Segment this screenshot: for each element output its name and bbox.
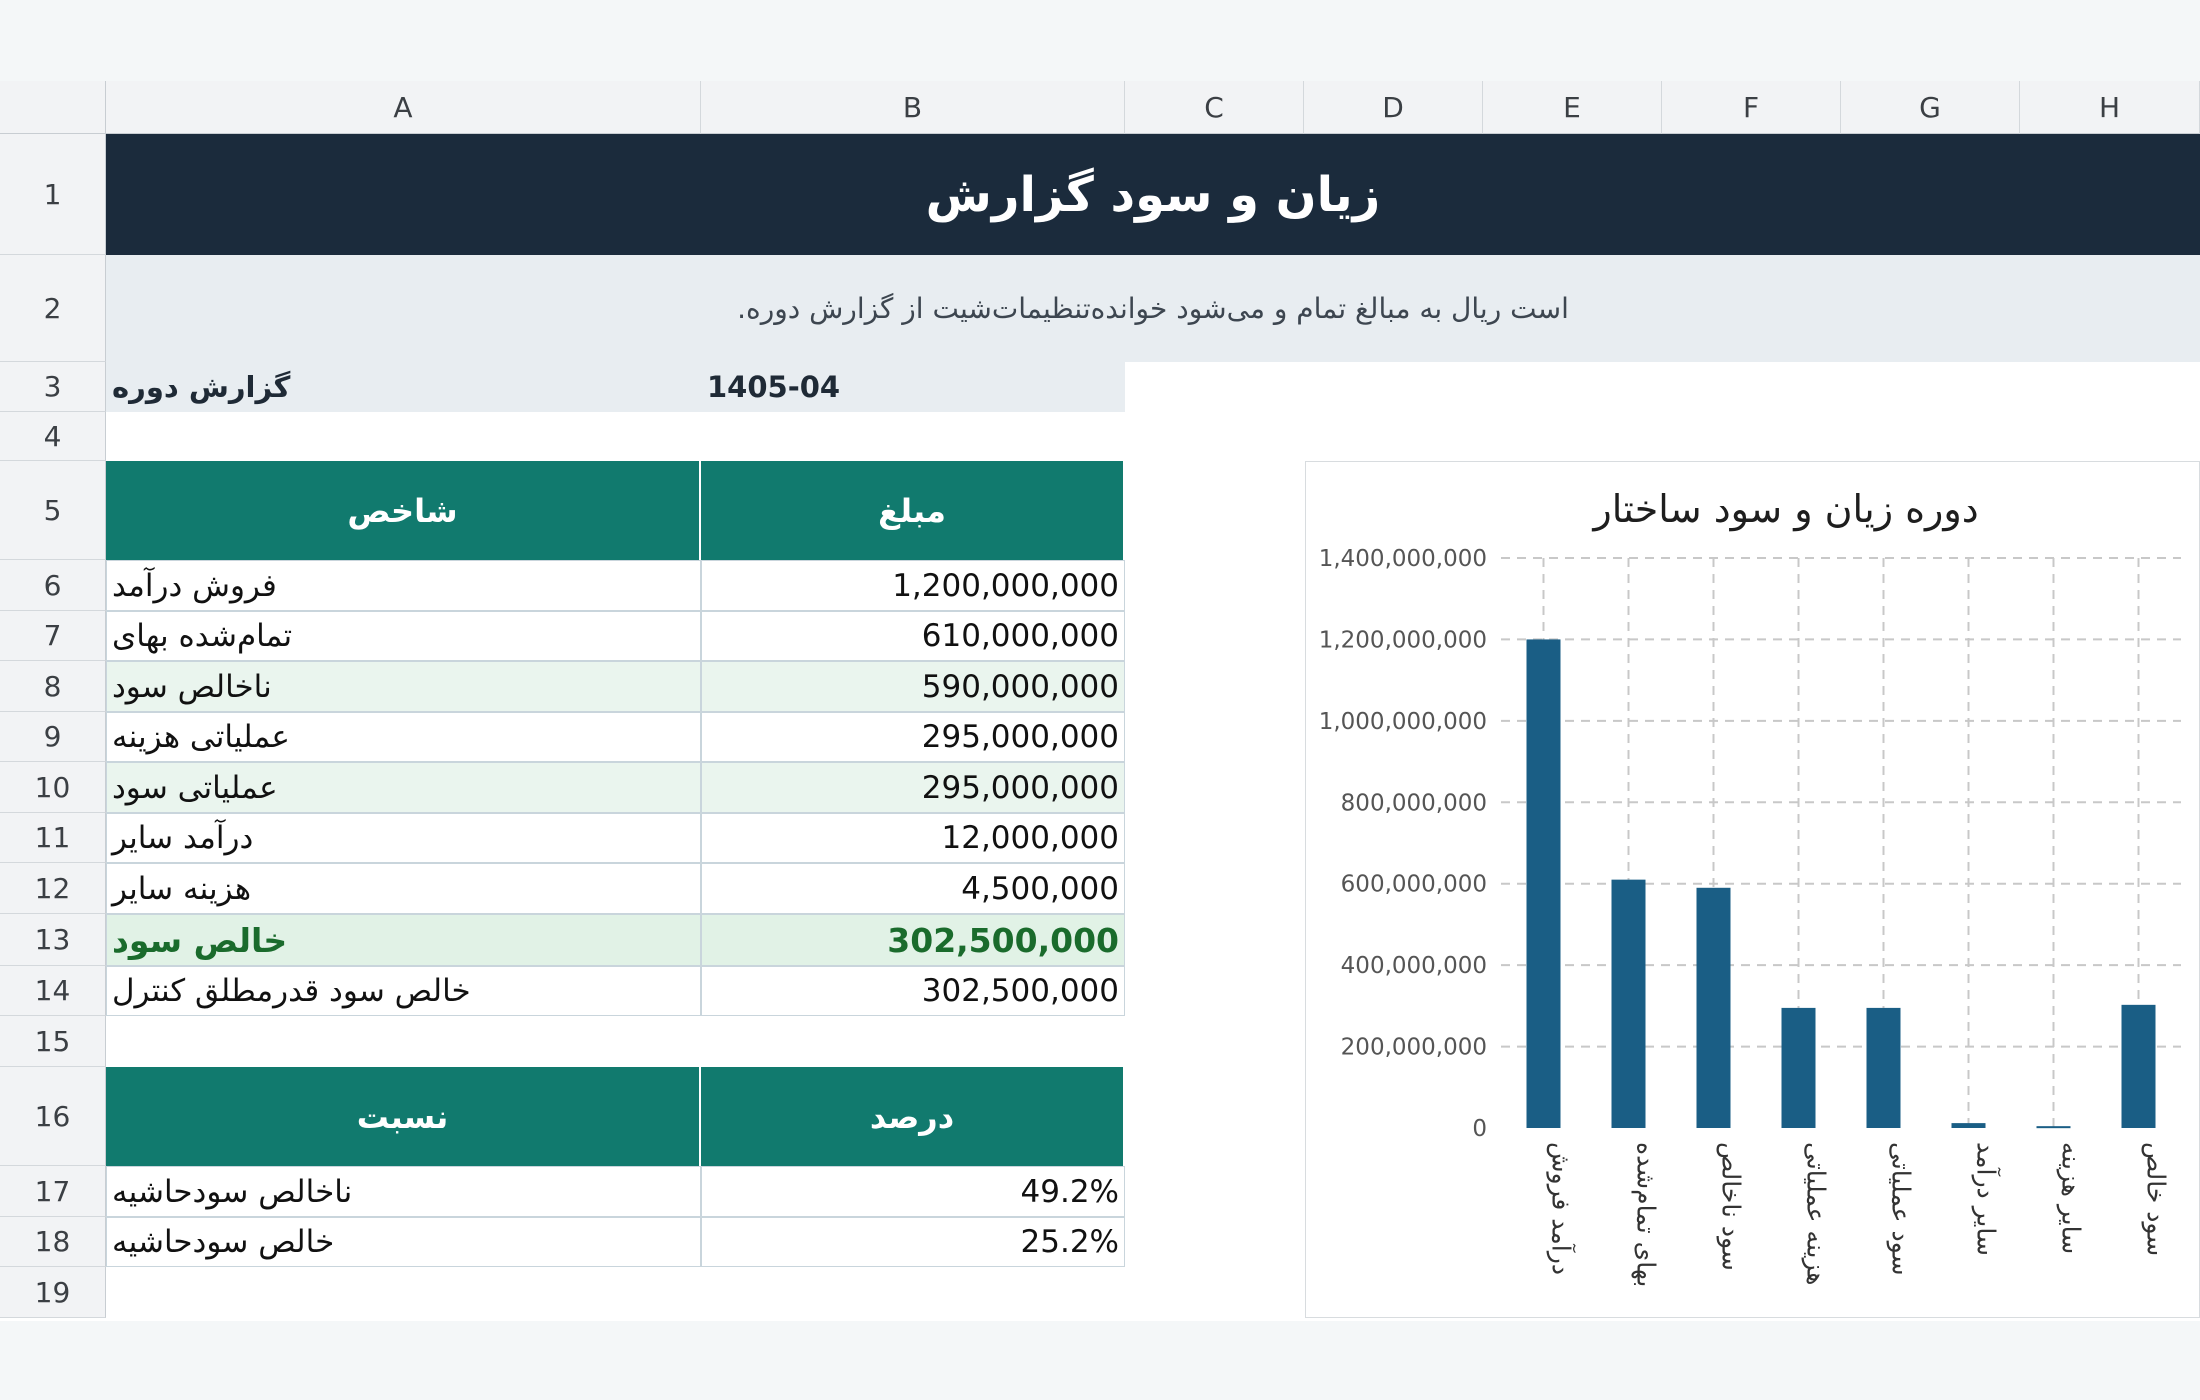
chart-x-tick: درآمد فروش <box>1546 1142 1576 1275</box>
row-header-8[interactable]: 8 <box>0 661 106 712</box>
column-header-b[interactable]: B <box>701 81 1125 134</box>
row-header-6[interactable]: 6 <box>0 560 106 611</box>
column-header-h[interactable]: H <box>2020 81 2200 134</box>
pl-label-cell[interactable]: تمام‌شده بهای <box>106 611 701 661</box>
column-header-d[interactable]: D <box>1304 81 1483 134</box>
pl-value-cell[interactable]: 302,500,000 <box>701 914 1125 966</box>
chart-y-tick: 0 <box>1472 1116 1487 1142</box>
pl-value-cell[interactable]: 590,000,000 <box>701 661 1125 712</box>
pl-value-cell[interactable]: 302,500,000 <box>701 966 1125 1016</box>
chart-x-tick: بهای تمام‌شده <box>1631 1142 1661 1288</box>
chart-bar[interactable] <box>2037 1126 2071 1128</box>
pl-header-metric[interactable]: شاخص <box>106 461 701 560</box>
chart-bar[interactable] <box>1612 880 1646 1128</box>
row-header-13[interactable]: 13 <box>0 914 106 966</box>
profit-loss-chart[interactable] <box>1305 461 2200 1318</box>
report-subtitle[interactable]: .است ریال به مبالغ تمام و می‌شود خوانده‌تنظیمات‌شیت از گزارش دوره <box>106 255 2200 362</box>
pl-label-cell[interactable]: عملیاتی هزینه <box>106 712 701 762</box>
row-header-2[interactable]: 2 <box>0 255 106 362</box>
chart-bar[interactable] <box>1952 1123 1986 1128</box>
chart-x-tick: سود ناخالص <box>1716 1142 1746 1271</box>
row-header-5[interactable]: 5 <box>0 461 106 560</box>
chart-x-tick: سود خالص <box>2141 1142 2171 1257</box>
pl-value-cell[interactable]: 1,200,000,000 <box>701 560 1125 611</box>
column-header-f[interactable]: F <box>1662 81 1841 134</box>
pl-label-cell[interactable]: فروش درآمد <box>106 560 701 611</box>
period-label-cell[interactable]: گزارش دوره <box>106 362 701 412</box>
chart-x-tick: سایر درآمد <box>1971 1142 2001 1256</box>
chart-y-tick: 600,000,000 <box>1340 871 1487 898</box>
row-header-19[interactable]: 19 <box>0 1267 106 1318</box>
column-header-g[interactable]: G <box>1841 81 2020 134</box>
row-header-15[interactable]: 15 <box>0 1016 106 1067</box>
ratio-value-cell[interactable]: 49.2% <box>701 1166 1125 1217</box>
chart-bar[interactable] <box>1867 1008 1901 1128</box>
chart-y-tick: 1,400,000,000 <box>1318 546 1487 572</box>
report-title[interactable]: زیان و سود گزارش <box>106 134 2200 255</box>
column-header-c[interactable]: C <box>1125 81 1304 134</box>
row-header-1[interactable]: 1 <box>0 134 106 255</box>
chart-x-tick: سود عملیاتی <box>1886 1142 1916 1276</box>
chart-y-tick: 1,200,000,000 <box>1318 627 1487 654</box>
ratio-label-cell[interactable]: خالص سودحاشیه <box>106 1217 701 1267</box>
chart-bar[interactable] <box>1697 888 1731 1128</box>
chart-y-tick: 200,000,000 <box>1340 1034 1487 1061</box>
pl-label-cell[interactable]: ناخالص سود <box>106 661 701 712</box>
ratio-value-cell[interactable]: 25.2% <box>701 1217 1125 1267</box>
ratio-header-name[interactable]: نسبت <box>106 1067 701 1166</box>
row-header-14[interactable]: 14 <box>0 966 106 1016</box>
row-header-12[interactable]: 12 <box>0 863 106 914</box>
pl-value-cell[interactable]: 12,000,000 <box>701 813 1125 863</box>
chart-y-tick: 400,000,000 <box>1340 953 1487 980</box>
period-value-cell[interactable]: 1405-04 <box>701 362 1125 412</box>
pl-value-cell[interactable]: 295,000,000 <box>701 712 1125 762</box>
pl-label-cell[interactable]: هزینه سایر <box>106 863 701 914</box>
row-header-9[interactable]: 9 <box>0 712 106 762</box>
row-header-11[interactable]: 11 <box>0 813 106 863</box>
pl-label-cell[interactable]: خالص سود قدرمطلق کنترل <box>106 966 701 1016</box>
row-header-3[interactable]: 3 <box>0 362 106 412</box>
chart-bar[interactable] <box>1527 639 1561 1128</box>
pl-label-cell[interactable]: درآمد سایر <box>106 813 701 863</box>
chart-bar[interactable] <box>1782 1008 1816 1128</box>
chart-y-tick: 1,000,000,000 <box>1318 708 1487 735</box>
column-header-a[interactable]: A <box>106 81 701 134</box>
pl-label-cell[interactable]: عملیاتی سود <box>106 762 701 813</box>
row-header-4[interactable]: 4 <box>0 412 106 461</box>
chart-y-tick: 800,000,000 <box>1340 790 1487 817</box>
column-header-e[interactable]: E <box>1483 81 1662 134</box>
row-header-10[interactable]: 10 <box>0 762 106 813</box>
ratio-header-percent[interactable]: درصد <box>701 1067 1125 1166</box>
row-header-18[interactable]: 18 <box>0 1217 106 1267</box>
chart-bar[interactable] <box>2122 1005 2156 1128</box>
row-header-7[interactable]: 7 <box>0 611 106 661</box>
row-header-17[interactable]: 17 <box>0 1166 106 1217</box>
ratio-label-cell[interactable]: ناخالص سودحاشیه <box>106 1166 701 1217</box>
pl-value-cell[interactable]: 610,000,000 <box>701 611 1125 661</box>
pl-value-cell[interactable]: 295,000,000 <box>701 762 1125 813</box>
select-all-corner[interactable] <box>0 81 106 134</box>
pl-label-cell[interactable]: خالص سود <box>106 914 701 966</box>
chart-x-tick: سایر هزینه <box>2056 1142 2086 1255</box>
pl-value-cell[interactable]: 4,500,000 <box>701 863 1125 914</box>
pl-header-amount[interactable]: مبلغ <box>701 461 1125 560</box>
chart-svg <box>1306 462 2200 1319</box>
row-header-16[interactable]: 16 <box>0 1067 106 1166</box>
chart-title: دوره زیان و سود ساختار <box>1593 487 1979 531</box>
chart-x-tick: هزینه عملیاتی <box>1801 1142 1831 1286</box>
